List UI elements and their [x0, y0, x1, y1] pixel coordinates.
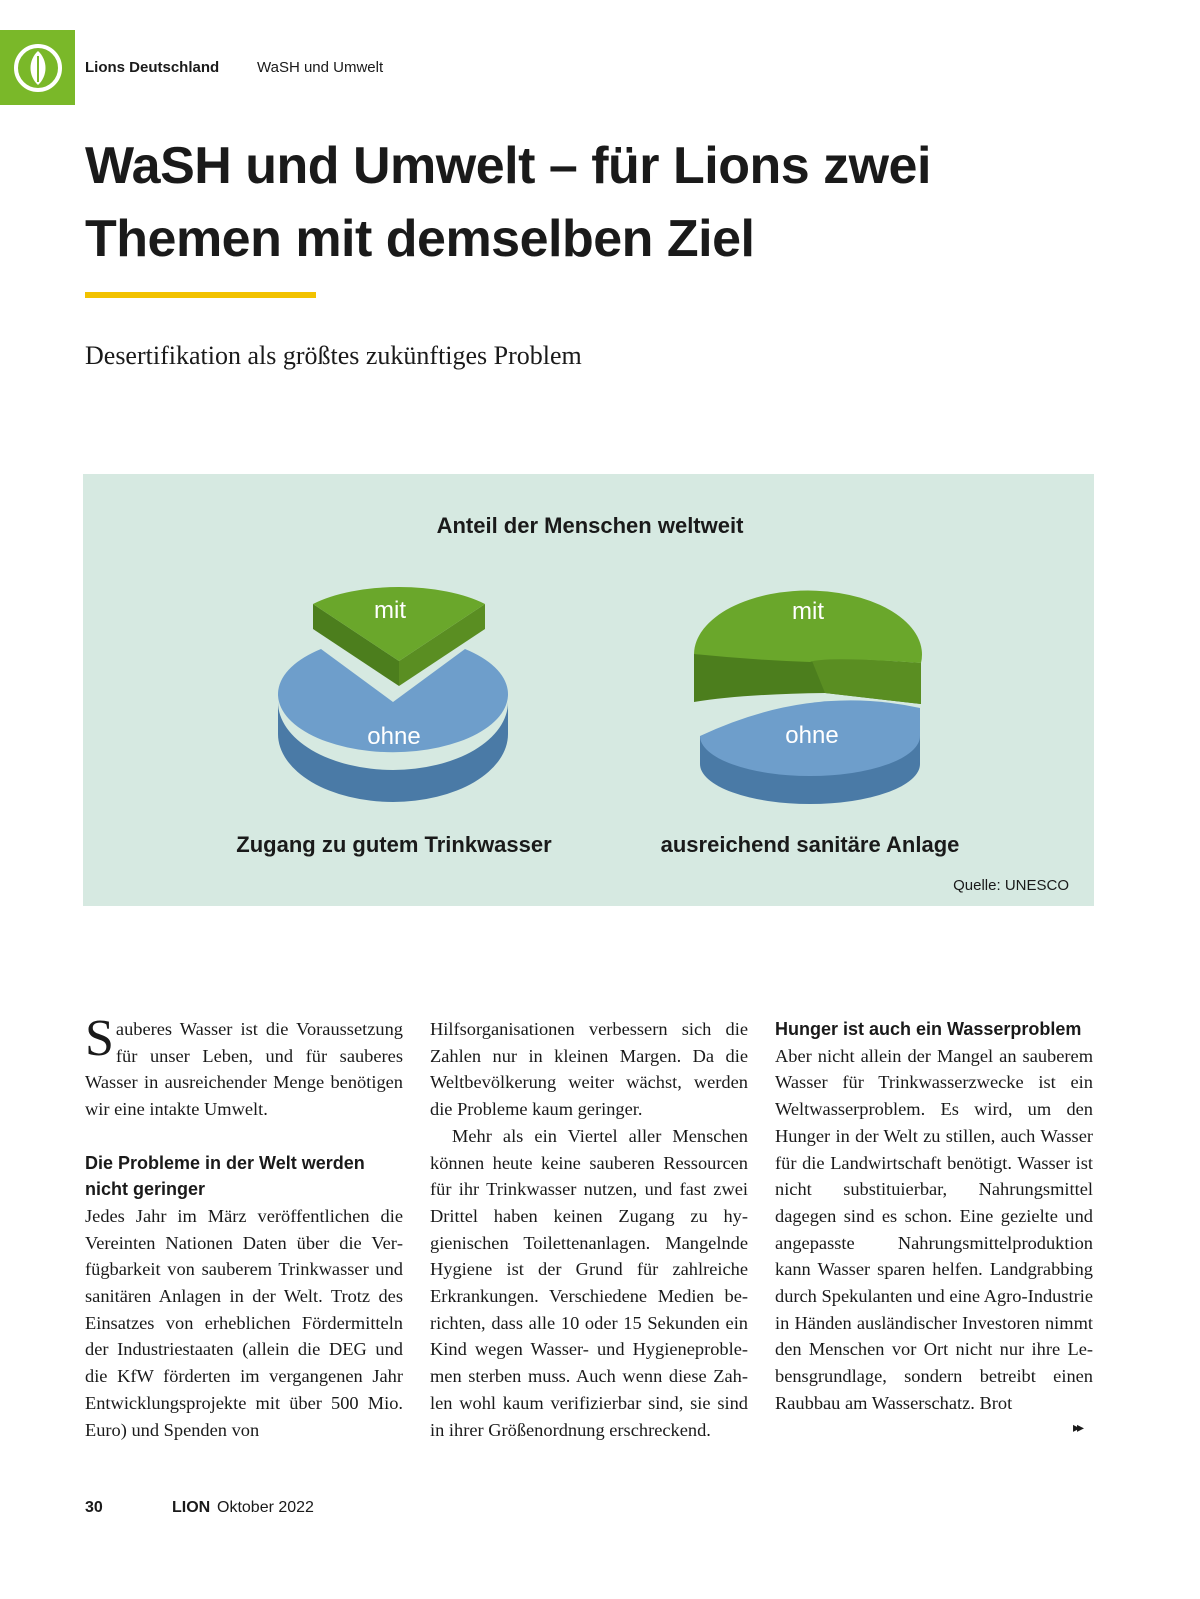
article-title: WaSH und Umwelt – für Lions zwei Themen mit demselben Ziel [85, 137, 931, 268]
header-section: Lions Deutschland [85, 59, 220, 76]
subheading-hunger: Hunger ist auch ein Wasserproblem [775, 1019, 1082, 1039]
subheading-probleme: Die Probleme in der Welt werden nicht geringer [85, 1152, 365, 1200]
article-subtitle: Desertifikation als größtes zukünftiges Problem [85, 341, 582, 370]
pie2-caption: ausreichend sanitäre Anlage [660, 832, 960, 857]
chart-source: Quelle: UNESCO [953, 877, 1069, 894]
paragraph-col3: Aber nicht allein der Mangel an sauberem Wasser für Trinkwasserzwecke ist ein Weltwasserproblem. Es wird, um den Hunger in der Welt zu stillen, auch Wasser für die Landwirtschaft benötigt. Wasser ist nicht substituierbar, Nahrungsmittel dagegen sind es schon. Eine gezielte und angepasste Nahrungsmittelproduktion kann Wasser sparen helfen. Landgrabbing durch Spekulanten und eine Agro-Industrie in Händen ausländischer Investoren nimmt den Menschen vor Ort nicht nur ihre Lebensgrundlage, sondern betreibt einen Raubbau am Wasserschatz. Brot [775, 1045, 1093, 1413]
continue-arrows-icon: ▸▸ [1073, 1419, 1082, 1435]
paragraph-col2-2: Mehr als ein Viertel aller Menschen können heute keine sauberen Ressourcen für ihr Trinkwasser nutzen, und fast zwei Drittel haben keinen Zugang zu hygienischen Toilettenanlagen. Mangelnde Hygiene ist der Grund für zahlreiche Erkrankungen. Verschiedene Medien berichten, dass alle 10 oder 15 Sekunden ein Kind wegen Wasser- und Hygieneproblemen sterben muss. Auch wenn diese Zahlen wohl kaum verifizierbar sind, sie sind in ihrer Größenordnung erschreckend. [430, 1125, 748, 1440]
pie2-label-mit: mit [792, 598, 824, 625]
pie2-label-ohne: ohne [785, 722, 839, 749]
chart-title: Anteil der Menschen weltweit [436, 513, 744, 538]
leaf-icon [12, 42, 64, 94]
magazine-name: LION [172, 1499, 211, 1516]
lions-logo [0, 30, 75, 105]
paragraph-col2-1: Hilfsorganisationen verbessern sich die Zahlen nur in kleinen Margen. Da die Weltbevölkerung weiter wächst, werden die Probleme kaum geringer. [430, 1019, 748, 1120]
page-number: 30 [85, 1499, 103, 1516]
pie1-label-mit: mit [374, 597, 406, 624]
intro-text: auberes Wasser ist die Voraussetzung für unser Leben, und für sauberes Wasser in ausreichender Menge benötigen wir eine intakte Umwelt. [85, 1019, 403, 1120]
header-topic: WaSH und Umwelt [257, 59, 384, 76]
text-column-2 [430, 1016, 748, 1443]
drop-cap: S [85, 1010, 114, 1067]
pie1-label-ohne: ohne [367, 723, 421, 750]
paragraph-intro [85, 1010, 403, 1123]
title-underline [85, 292, 316, 298]
text-column-1 [85, 1010, 403, 1443]
pie2-mit-side-right [810, 656, 921, 704]
issue-date: Oktober 2022 [217, 1499, 314, 1516]
pie1-caption: Zugang zu gutem Trinkwasser [236, 832, 552, 857]
text-column-3 [775, 1016, 1093, 1417]
paragraph-col1: Jedes Jahr im März veröffentlichen die Vereinten Nationen Daten über die Verfügbarkeit von sauberem Trinkwasser und sanitären Anlagen in der Welt. Trotz des Einsatzes von erheblichen Fördermitteln der Industriestaaten (allein die DEG und die KfW förderten im vergangenen Jahr Entwicklungsprojekte mit über 500 Mio. Euro) und Spenden von [85, 1205, 403, 1440]
